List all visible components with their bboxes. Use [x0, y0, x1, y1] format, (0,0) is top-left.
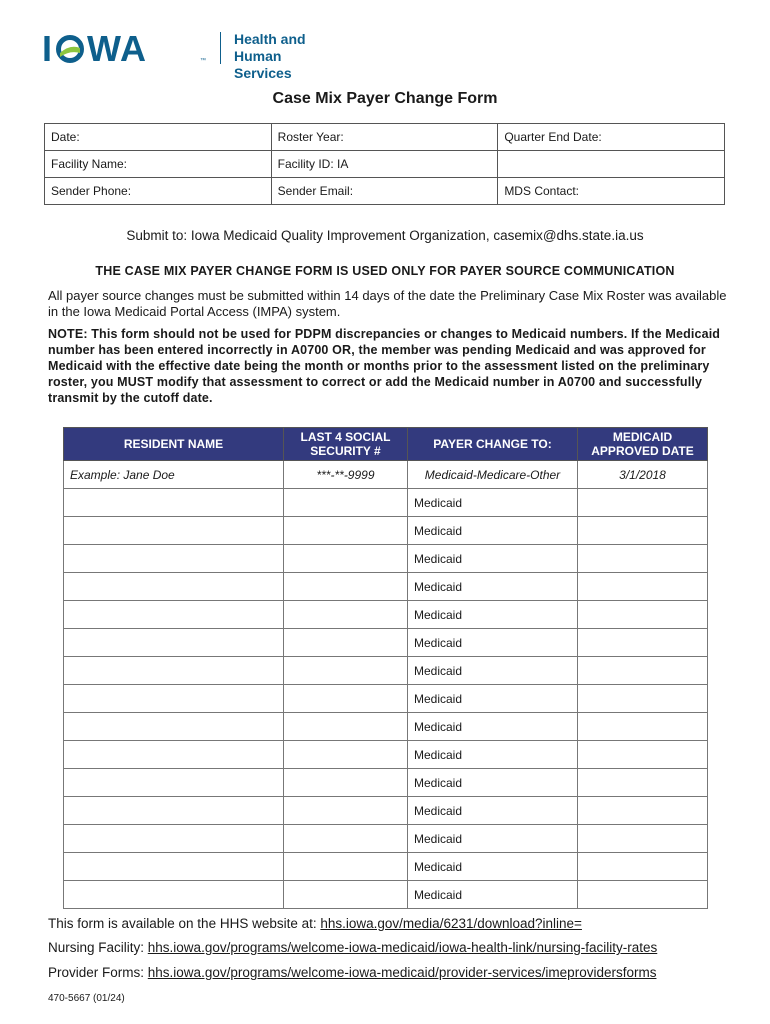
logo-trademark: ™ [200, 58, 206, 64]
resident-name-cell[interactable] [64, 517, 284, 545]
payer-change-cell[interactable]: Medicaid [408, 629, 578, 657]
table-row [64, 713, 708, 741]
approved-date-cell[interactable] [578, 797, 708, 825]
ssn-cell[interactable] [284, 741, 408, 769]
resident-name-cell[interactable] [64, 825, 284, 853]
payer-change-cell[interactable]: Medicaid [408, 573, 578, 601]
approved-date-cell[interactable] [578, 517, 708, 545]
approved-date-cell[interactable] [578, 601, 708, 629]
example-payer: Medicaid-Medicare-Other [408, 461, 578, 489]
approved-date-cell[interactable] [578, 685, 708, 713]
quarter-end-date-field[interactable]: Quarter End Date: [498, 124, 725, 151]
logo-subtitle: Health and Human Services [234, 31, 306, 81]
note-text: NOTE: This form should not be used for PDPM discrepancies or changes to Medicaid numbers. If the Medicaid number has been entered incorrectly in A0700 OR, the member was pending Medicaid and was approved for Medicaid with the effective date being the month or months prior to the assessment listed on the preliminary roster, you MUST modify that assessment to correct or add the Medicaid number in A0700 and successfully transmit by the cutoff date. [48, 327, 721, 405]
approved-date-cell[interactable] [578, 825, 708, 853]
ssn-cell[interactable] [284, 769, 408, 797]
sender-email-field[interactable]: Sender Email: [271, 178, 498, 205]
ssn-cell[interactable] [284, 713, 408, 741]
form-download-link[interactable]: hhs.iowa.gov/media/6231/download?inline= [320, 916, 582, 931]
info-row [45, 151, 725, 178]
info-row [45, 178, 725, 205]
payer-change-cell[interactable]: Medicaid [408, 797, 578, 825]
resident-name-cell[interactable] [64, 741, 284, 769]
table-row [64, 741, 708, 769]
approved-date-cell[interactable] [578, 545, 708, 573]
col-header-approved-date: MEDICAID APPROVED DATE [578, 428, 708, 461]
approved-date-cell[interactable] [578, 853, 708, 881]
approved-date-cell[interactable] [578, 881, 708, 909]
payer-change-cell[interactable]: Medicaid [408, 489, 578, 517]
col-header-resident-name: RESIDENT NAME [64, 428, 284, 461]
col-header-payer-change: PAYER CHANGE TO: [408, 428, 578, 461]
ssn-cell[interactable] [284, 573, 408, 601]
logo-wordmark: I WA [42, 28, 148, 69]
resident-name-cell[interactable] [64, 685, 284, 713]
table-row [64, 881, 708, 909]
payer-change-cell[interactable]: Medicaid [408, 741, 578, 769]
form-number: 470-5667 (01/24) [48, 993, 125, 1004]
facility-info-table [44, 123, 725, 205]
date-field[interactable]: Date: [45, 124, 272, 151]
payer-change-table [63, 427, 708, 909]
table-row [64, 573, 708, 601]
approved-date-cell[interactable] [578, 573, 708, 601]
info-row [45, 124, 725, 151]
footer-provider-forms-line: Provider Forms: hhs.iowa.gov/programs/welcome-iowa-medicaid/provider-services/imeprovidersforms [48, 965, 657, 980]
table-row [64, 853, 708, 881]
ssn-cell[interactable] [284, 853, 408, 881]
example-row [64, 461, 708, 489]
payer-change-cell[interactable]: Medicaid [408, 545, 578, 573]
roster-year-field[interactable]: Roster Year: [271, 124, 498, 151]
example-date: 3/1/2018 [578, 461, 708, 489]
ssn-cell[interactable] [284, 825, 408, 853]
resident-name-cell[interactable] [64, 713, 284, 741]
ssn-cell[interactable] [284, 517, 408, 545]
approved-date-cell[interactable] [578, 713, 708, 741]
example-name: Example: Jane Doe [64, 461, 284, 489]
ssn-cell[interactable] [284, 685, 408, 713]
resident-name-cell[interactable] [64, 545, 284, 573]
ssn-cell[interactable] [284, 797, 408, 825]
table-row [64, 797, 708, 825]
approved-date-cell[interactable] [578, 629, 708, 657]
facility-name-field[interactable]: Facility Name: [45, 151, 272, 178]
payer-change-cell[interactable]: Medicaid [408, 825, 578, 853]
resident-name-cell[interactable] [64, 769, 284, 797]
form-title: Case Mix Payer Change Form [272, 90, 498, 107]
footer-nursing-facility-line: Nursing Facility: hhs.iowa.gov/programs/welcome-iowa-medicaid/iowa-health-link/nursing-facility-rates [48, 940, 658, 955]
payer-change-cell[interactable]: Medicaid [408, 881, 578, 909]
table-row [64, 825, 708, 853]
approved-date-cell[interactable] [578, 769, 708, 797]
col-header-ssn: LAST 4 SOCIAL SECURITY # [284, 428, 408, 461]
submission-deadline-text: All payer source changes must be submitted within 14 days of the date the Preliminary Case Mix Roster was available in the Iowa Medicaid Portal Access (IMPA) system. [48, 288, 727, 319]
footer-form-link-line: This form is available on the HHS website at: hhs.iowa.gov/media/6231/download?inline= [48, 916, 582, 931]
example-ssn: ***-**-9999 [284, 461, 408, 489]
table-row [64, 601, 708, 629]
table-row [64, 769, 708, 797]
table-row [64, 489, 708, 517]
ssn-cell[interactable] [284, 657, 408, 685]
resident-name-cell[interactable] [64, 573, 284, 601]
provider-forms-link[interactable]: hhs.iowa.gov/programs/welcome-iowa-medicaid/provider-services/imeprovidersforms [147, 965, 657, 980]
table-row [64, 517, 708, 545]
mds-contact-field[interactable]: MDS Contact: [498, 178, 725, 205]
table-row [64, 657, 708, 685]
table-row [64, 629, 708, 657]
usage-notice: THE CASE MIX PAYER CHANGE FORM IS USED ONLY FOR PAYER SOURCE COMMUNICATION [95, 264, 675, 278]
ssn-cell[interactable] [284, 629, 408, 657]
ssn-cell[interactable] [284, 545, 408, 573]
submit-instructions: Submit to: Iowa Medicaid Quality Improvement Organization, casemix@dhs.state.ia.us [126, 228, 644, 243]
resident-name-cell[interactable] [64, 853, 284, 881]
table-row [64, 545, 708, 573]
payer-change-cell[interactable]: Medicaid [408, 517, 578, 545]
payer-change-cell[interactable]: Medicaid [408, 853, 578, 881]
blank-field[interactable] [498, 151, 725, 178]
approved-date-cell[interactable] [578, 741, 708, 769]
nursing-facility-link[interactable]: hhs.iowa.gov/programs/welcome-iowa-medicaid/iowa-health-link/nursing-facility-rates [147, 940, 658, 955]
resident-name-cell[interactable] [64, 629, 284, 657]
iowa-hhs-logo [42, 28, 342, 81]
ssn-cell[interactable] [284, 489, 408, 517]
sender-phone-field[interactable]: Sender Phone: [45, 178, 272, 205]
ssn-cell[interactable] [284, 601, 408, 629]
ssn-cell[interactable] [284, 881, 408, 909]
payer-change-cell[interactable]: Medicaid [408, 685, 578, 713]
logo-divider [220, 32, 221, 64]
resident-name-cell[interactable] [64, 489, 284, 517]
facility-id-field[interactable]: Facility ID: IA [271, 151, 498, 178]
approved-date-cell[interactable] [578, 657, 708, 685]
approved-date-cell[interactable] [578, 489, 708, 517]
payer-change-cell[interactable]: Medicaid [408, 713, 578, 741]
resident-name-cell[interactable] [64, 601, 284, 629]
resident-name-cell[interactable] [64, 881, 284, 909]
logo-o-icon [55, 34, 85, 64]
payer-change-cell[interactable]: Medicaid [408, 601, 578, 629]
table-row [64, 685, 708, 713]
payer-change-cell[interactable]: Medicaid [408, 657, 578, 685]
resident-name-cell[interactable] [64, 797, 284, 825]
resident-name-cell[interactable] [64, 657, 284, 685]
payer-change-cell[interactable]: Medicaid [408, 769, 578, 797]
